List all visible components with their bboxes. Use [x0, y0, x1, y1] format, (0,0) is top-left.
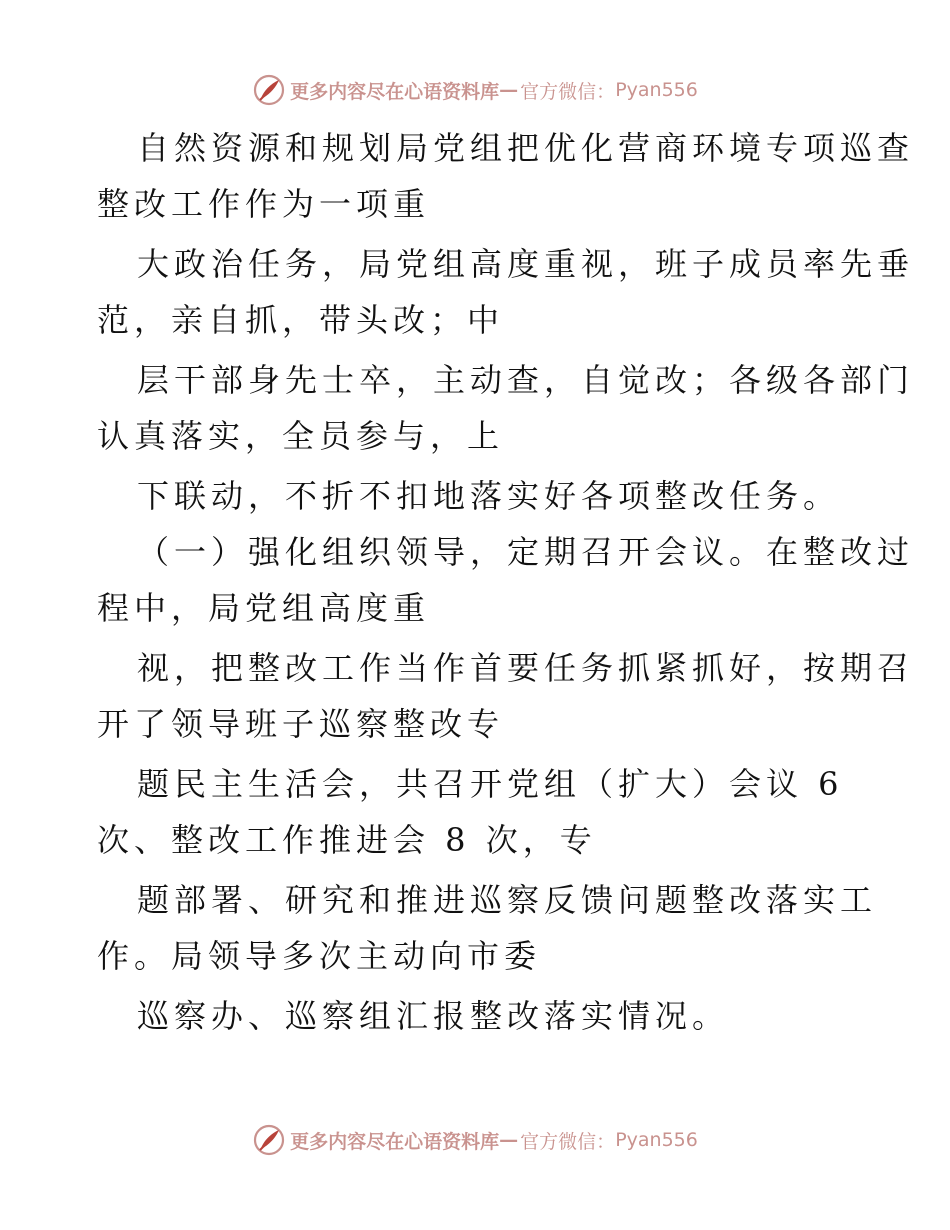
paragraph-3-line-2: 认真落实，全员参与，上: [97, 417, 505, 455]
paragraph-6-line-1: 视，把整改工作当作首要任务抓紧抓好，按期召: [137, 649, 915, 687]
paragraph-1-line-2: 整改工作作为一项重: [97, 185, 431, 223]
paragraph-7-line-1: 题民主生活会，共召开党组（扩大）会议 6: [137, 765, 844, 803]
banner-wechat-label: 官方微信：: [520, 1130, 616, 1153]
paragraph-8-line-1: 题部署、研究和推进巡察反馈问题整改落实工: [137, 881, 878, 919]
banner-wechat-label: 官方微信：: [520, 80, 616, 103]
paragraph-1-line-1: 自然资源和规划局党组把优化营商环境专项巡查: [137, 129, 915, 167]
paragraph-2-line-1: 大政治任务，局党组高度重视，班子成员率先垂: [137, 245, 915, 283]
paragraph-5-line-1: （一）强化组织领导，定期召开会议。在整改过: [137, 533, 915, 571]
paragraph-2-line-2: 范，亲自抓，带头改；中: [97, 301, 505, 339]
banner-dash: —: [499, 1129, 519, 1151]
feather-pen-logo-icon: [252, 1123, 286, 1157]
paragraph-4-line-1: 下联动，不折不扣地落实好各项整改任务。: [137, 477, 841, 515]
footer-watermark-banner: [0, 1120, 950, 1160]
banner-brand-text: 更多内容尽在心语资料库: [290, 80, 500, 103]
paragraph-6-line-2: 开了领导班子巡察整改专: [97, 705, 505, 743]
paragraph-9-line-1: 巡察办、巡察组汇报整改落实情况。: [137, 997, 730, 1035]
banner-brand-text: 更多内容尽在心语资料库: [290, 1130, 500, 1153]
banner-wechat-id: Pyan556: [615, 79, 698, 101]
paragraph-3-line-1: 层干部身先士卒，主动查，自觉改；各级各部门: [137, 361, 915, 399]
paragraph-7-line-2: 次、整改工作推进会 8 次，专: [97, 821, 597, 859]
paragraph-5-line-2: 程中，局党组高度重: [97, 589, 431, 627]
banner-wechat-id: Pyan556: [615, 1129, 698, 1151]
feather-pen-logo-icon: [252, 73, 286, 107]
header-watermark-banner: [0, 70, 950, 110]
paragraph-8-line-2: 作。局领导多次主动向市委: [97, 937, 542, 975]
banner-dash: —: [499, 79, 519, 101]
